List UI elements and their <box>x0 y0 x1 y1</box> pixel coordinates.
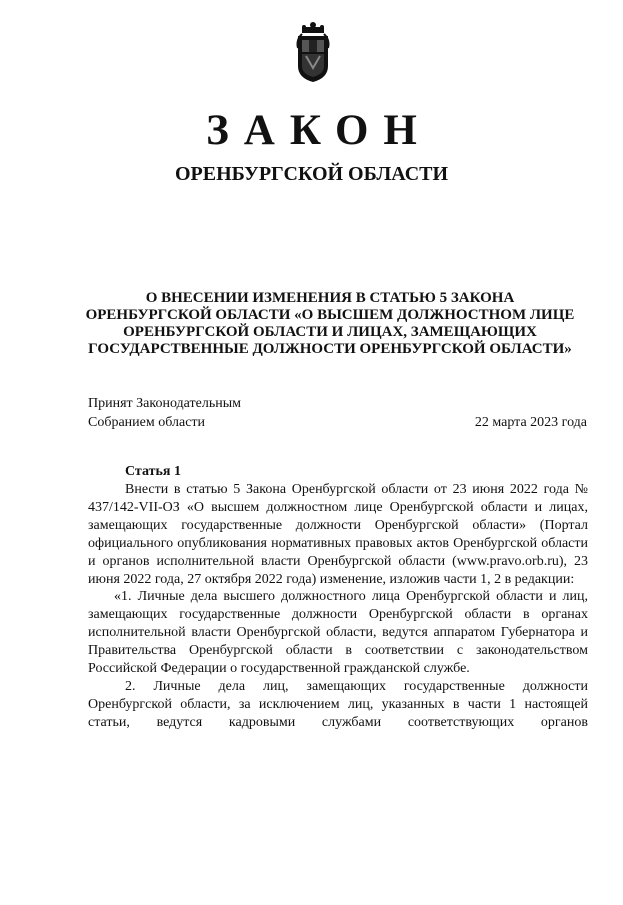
heading-line: ОРЕНБУРГСКОЙ ОБЛАСТИ И ЛИЦАХ, ЗАМЕЩАЮЩИХ <box>123 324 537 340</box>
adoption-line: Собранием области <box>88 415 206 430</box>
article-paragraph: 2. Личные дела лиц, замещающих государственные должности Оренбургской области, за исключением лиц, указанных в части 1 настоящей статьи, ведутся кадровыми службами соответствующих органов <box>88 678 588 730</box>
law-title: ЗАКОН <box>206 107 432 154</box>
coat-of-arms-icon <box>288 22 338 84</box>
article-title: Статья 1 <box>125 464 181 479</box>
article-body <box>88 481 588 732</box>
heading-line: О ВНЕСЕНИИ ИЗМЕНЕНИЯ В СТАТЬЮ 5 ЗАКОНА <box>145 290 515 306</box>
article-paragraph: Внести в статью 5 Закона Оренбургской области от 23 июня 2022 года № 437/142-VII-ОЗ «О высшем должностном лице Оренбургской области и лицах, замещающих государственные должности Оренбургской области» (Портал официального опубликования нормативных правовых актов Оренбургской области и органов исполнительной власти Оренбургской области (www.pravo.orb.ru), 23 июня 2022 года, 27 октября 2022 года) изменение, изложив части 1, 2 в редакции: <box>88 482 588 587</box>
heading-line: ГОСУДАРСТВЕННЫЕ ДОЛЖНОСТИ ОРЕНБУРГСКОЙ ОБЛАСТИ» <box>88 341 572 357</box>
heading-line: ОРЕНБУРГСКОЙ ОБЛАСТИ «О ВЫСШЕМ ДОЛЖНОСТНОМ ЛИЦЕ <box>85 307 575 323</box>
article-paragraph: «1. Личные дела высшего должностного лица Оренбургской области и лиц, замещающих государственные должности Оренбургской области в органах исполнительной власти Оренбургской области, ведутся аппаратом Губернатора и Правительства Оренбургской области в соответствии с законодательством Российской Федерации о государственной гражданской службе. <box>88 589 588 677</box>
adoption-date: 22 марта 2023 года <box>474 415 587 430</box>
document-heading <box>80 290 580 358</box>
region-title: ОРЕНБУРГСКОЙ ОБЛАСТИ <box>174 163 449 185</box>
adoption-line: Принят Законодательным <box>88 396 241 411</box>
